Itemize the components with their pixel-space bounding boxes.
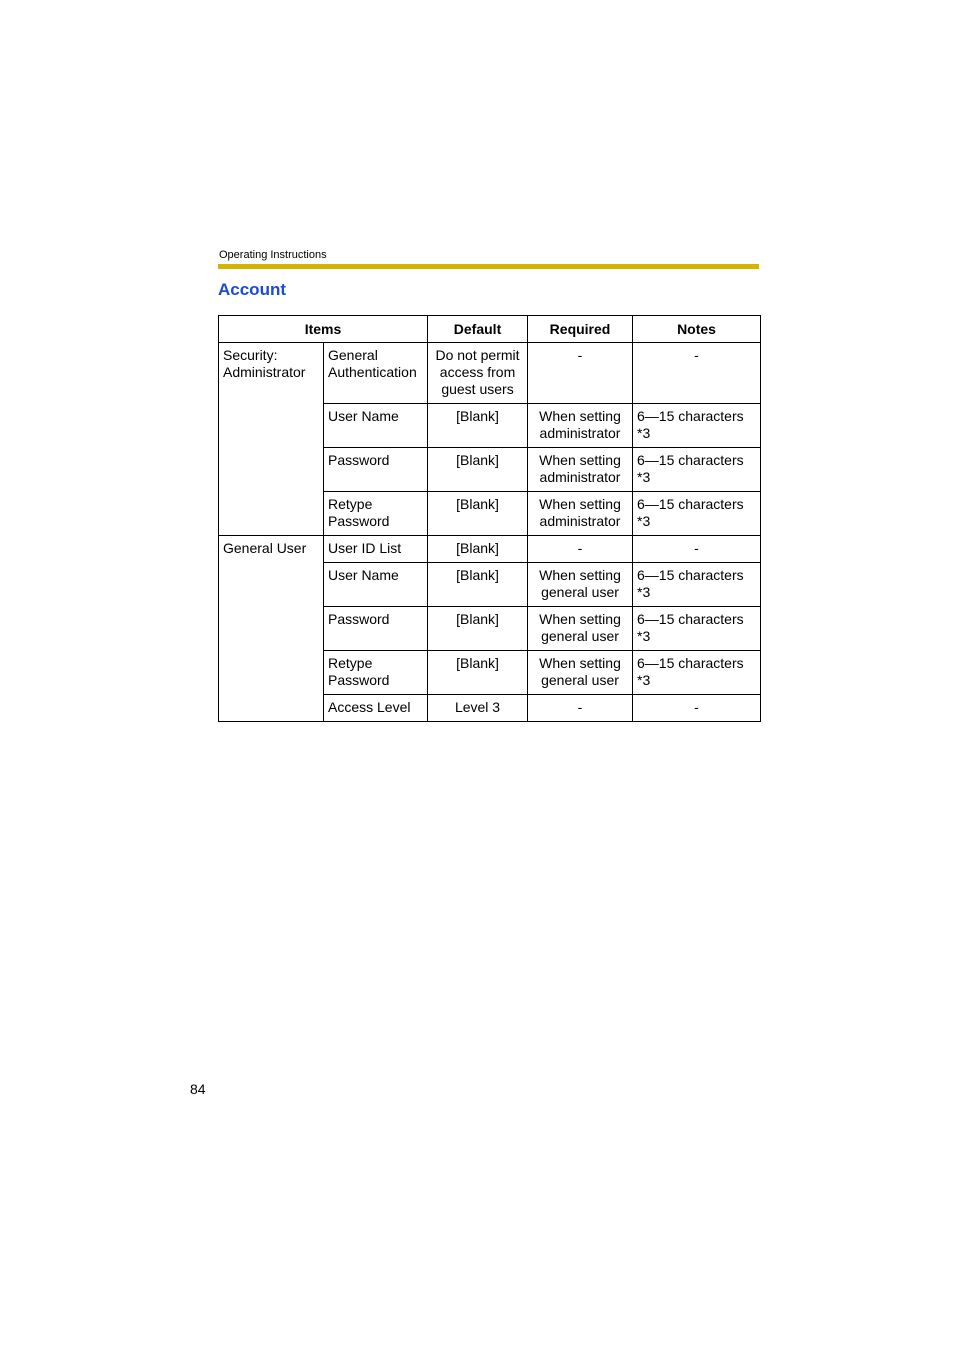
item-cell: Retype Password [324, 492, 428, 536]
default-cell: [Blank] [428, 492, 528, 536]
required-cell: - [528, 343, 633, 404]
header-default: Default [428, 316, 528, 343]
item-cell: User Name [324, 563, 428, 607]
table-row [219, 343, 761, 404]
notes-cell: 6—15 characters *3 [633, 607, 761, 651]
header-required: Required [528, 316, 633, 343]
running-header: Operating Instructions [219, 249, 327, 261]
required-cell: When setting administrator [528, 404, 633, 448]
notes-cell: 6—15 characters *3 [633, 492, 761, 536]
required-cell: - [528, 536, 633, 563]
notes-cell: 6—15 characters *3 [633, 563, 761, 607]
default-cell: Level 3 [428, 695, 528, 722]
required-cell: When setting general user [528, 563, 633, 607]
default-cell: [Blank] [428, 448, 528, 492]
item-cell: General Authentication [324, 343, 428, 404]
header-rule [218, 264, 759, 269]
default-cell: [Blank] [428, 563, 528, 607]
item-cell: Access Level [324, 695, 428, 722]
notes-cell: 6—15 characters *3 [633, 651, 761, 695]
item-cell: Retype Password [324, 651, 428, 695]
item-cell: Password [324, 607, 428, 651]
required-cell: When setting general user [528, 651, 633, 695]
default-cell: [Blank] [428, 651, 528, 695]
required-cell: When setting administrator [528, 448, 633, 492]
default-cell: Do not permit access from guest users [428, 343, 528, 404]
required-cell: - [528, 695, 633, 722]
notes-cell: 6—15 characters *3 [633, 404, 761, 448]
page-number: 84 [190, 1081, 206, 1097]
table-row [219, 536, 761, 563]
header-notes: Notes [633, 316, 761, 343]
account-settings-table [218, 315, 761, 722]
header-items: Items [219, 316, 428, 343]
default-cell: [Blank] [428, 404, 528, 448]
group-label: Security: Administrator [219, 343, 324, 536]
default-cell: [Blank] [428, 536, 528, 563]
item-cell: Password [324, 448, 428, 492]
default-cell: [Blank] [428, 607, 528, 651]
notes-cell: 6—15 characters *3 [633, 448, 761, 492]
required-cell: When setting general user [528, 607, 633, 651]
required-cell: When setting administrator [528, 492, 633, 536]
notes-cell: - [633, 536, 761, 563]
notes-cell: - [633, 343, 761, 404]
notes-cell: - [633, 695, 761, 722]
item-cell: User ID List [324, 536, 428, 563]
item-cell: User Name [324, 404, 428, 448]
table-header-row [219, 316, 761, 343]
section-title: Account [218, 280, 286, 299]
group-label: General User [219, 536, 324, 722]
